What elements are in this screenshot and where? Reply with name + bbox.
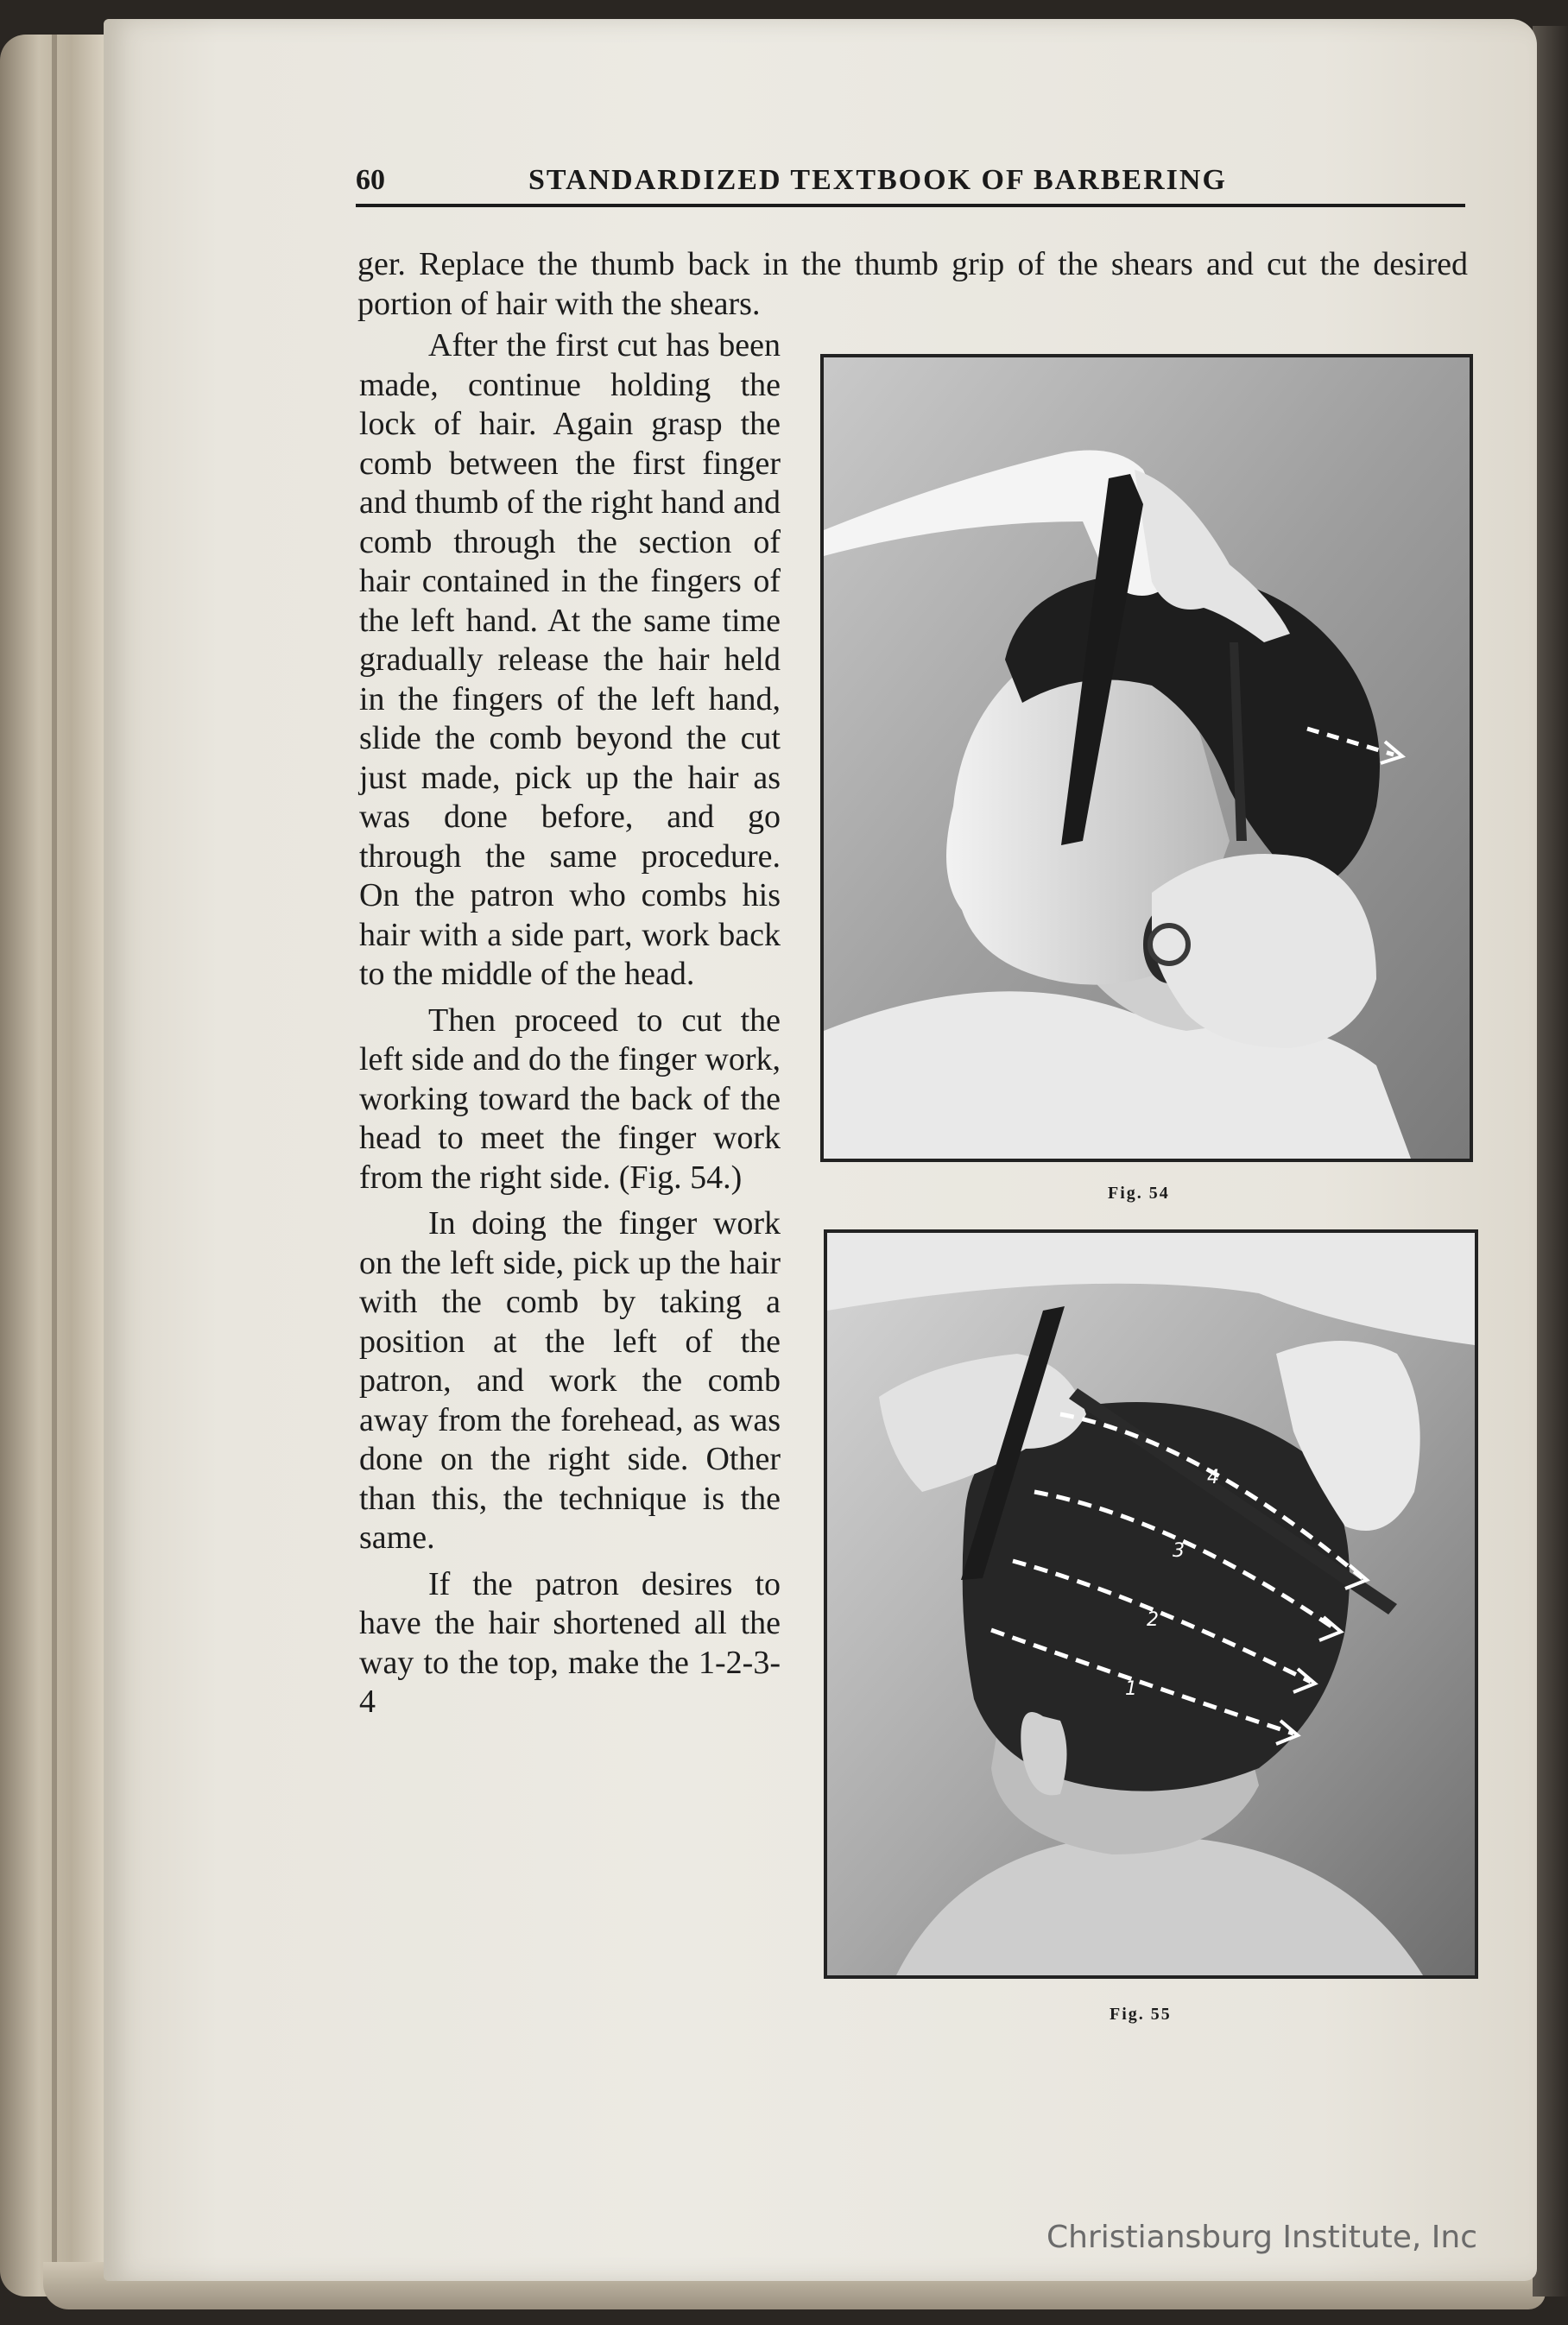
arrow-label-2: 2 [1147, 1609, 1159, 1631]
figure-55-caption: Fig. 55 [1110, 2005, 1172, 2024]
watermark: Christiansburg Institute, Inc [1046, 2220, 1478, 2255]
haircut-back-illustration [827, 1233, 1475, 1975]
opening-paragraph: ger. Replace the thumb back in the thumb grip of the shears and cut the desired portion of hair with the shears. [357, 246, 1468, 322]
page-number: 60 [356, 164, 385, 196]
arrow-label-3: 3 [1173, 1540, 1185, 1562]
paragraph-1: After the first cut has been made, continue holding the lock of hair. Again grasp the comb between the first finger and thumb of the right hand and comb through the section of hair contained in the fingers of the left hand. At the same time gradually release the hair held in the fingers of the left hand, slide the comb beyond the cut just made, pick up the hair as was done before, and go through the same procedure. On the patron who combs his hair with a side part, work back to the middle of the head. [359, 327, 781, 992]
paragraph-3: In doing the finger work on the left side, pick up the hair with the comb by taking a position at the left of the patron, and work the comb away from the forehead, as was done on the right side. Other than this, the technique is the same. [359, 1205, 781, 1556]
figure-54-caption: Fig. 54 [1108, 1184, 1170, 1203]
running-head [356, 162, 1465, 207]
arrow-label-1: 1 [1125, 1678, 1137, 1700]
paragraph-4: If the patron desires to have the hair shortened all the way to the top, make the 1-2-3-4 [359, 1565, 781, 1720]
background-edge [1533, 26, 1568, 2297]
figure-55-photo [824, 1229, 1478, 1979]
text-column [359, 326, 781, 1722]
haircut-profile-illustration [824, 357, 1470, 1159]
arrow-label-4: 4 [1207, 1467, 1219, 1488]
figure-54-photo [820, 354, 1473, 1162]
paragraph-2: Then proceed to cut the left side and do the finger work, working toward the back of the head to meet the finger work from the right side. (Fig. 54.) [359, 1001, 781, 1196]
running-title: STANDARDIZED TEXTBOOK OF BARBERING [528, 164, 1227, 196]
